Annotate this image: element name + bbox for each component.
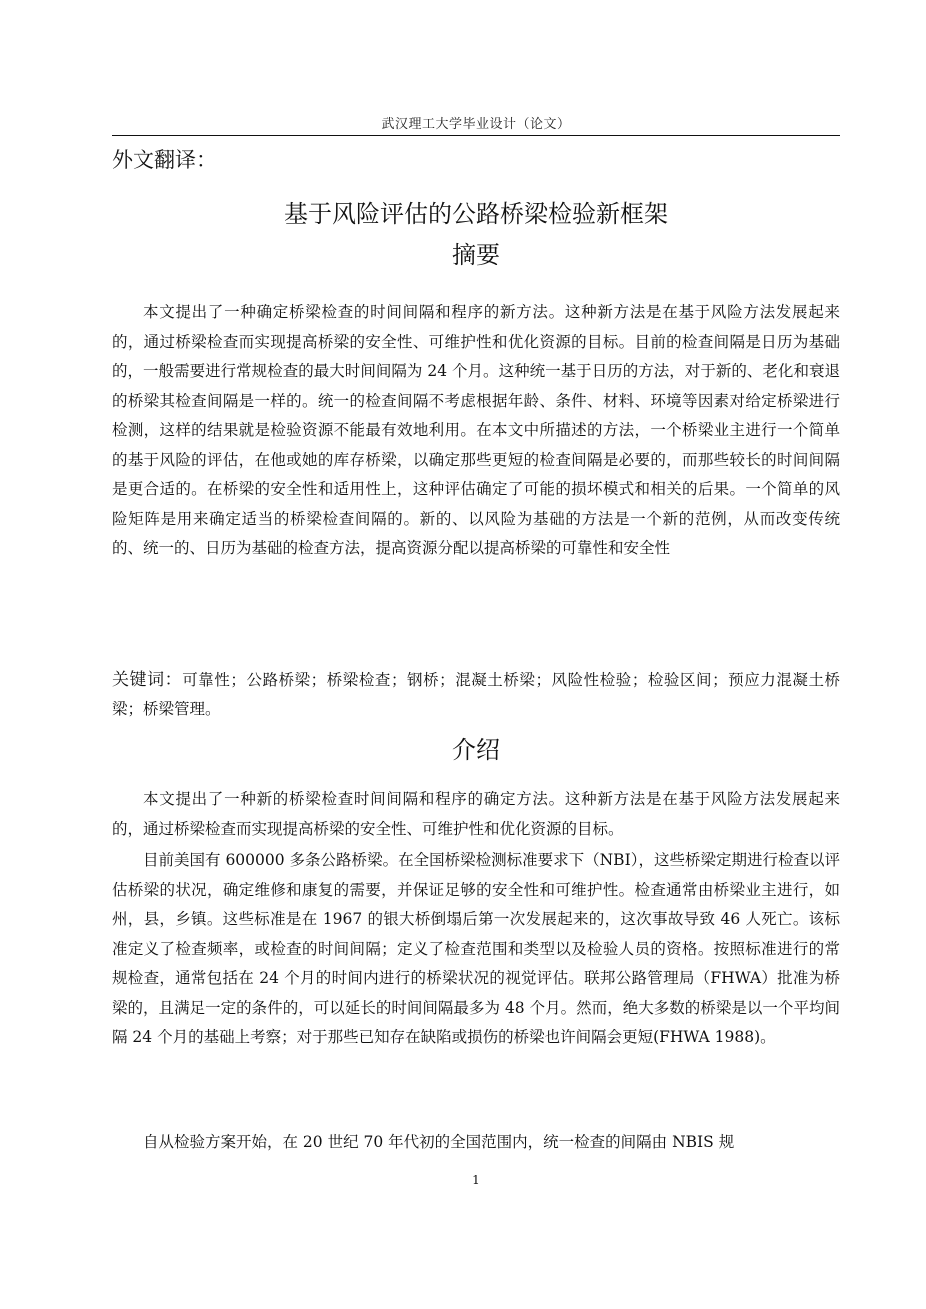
introduction-heading: 介绍 bbox=[452, 736, 500, 764]
introduction-paragraph-3: 自从检验方案开始，在 20 世纪 70 年代初的全国范围内，统一检查的间隔由 NBIS 规 bbox=[143, 1133, 735, 1151]
header-rule bbox=[112, 135, 840, 136]
paper-title: 基于风险评估的公路桥梁检验新框架 bbox=[284, 200, 668, 228]
introduction-paragraph-1: 本文提出了一种新的桥梁检查时间间隔和程序的确定方法。这种新方法是在基于风险方法发展起来的，通过桥梁检查而实现提高桥梁的安全性、可维护性和优化资源的目标。 bbox=[112, 790, 840, 838]
keywords-text: 可靠性；公路桥梁；桥梁检查；钢桥；混凝土桥梁；风险性检验；检验区间；预应力混凝土桥梁；桥梁管理。 bbox=[112, 671, 840, 718]
introduction-paragraph-2: 目前美国有 600000 多条公路桥梁。在全国桥梁检测标准要求下（NBI），这些桥梁定期进行检查以评估桥梁的状况，确定维修和康复的需要，并保证足够的安全性和可维护性。检查通常由桥梁业主进行，如州，县，乡镇。这些标准是在 1967 的银大桥倒塌后第一次发展起来的，这次事故导致 46 人死亡。该标准定义了检查频率，或检查的时间间隔；定义了检查范围和类型以及检验人员的资格。按照标准进行的常规检查，通常包括在 24 个月的时间内进行的桥梁状况的视觉评估。联邦公路管理局（FHWA）批准为桥梁的，且满足一定的条件的，可以延长的时间间隔最多为 48 个月。然而，绝大多数的桥梁是以一个平均间隔 24 个月的基础上考察；对于那些已知存在缺陷或损伤的桥梁也许间隔会更短(FHWA 1988)。 bbox=[112, 851, 840, 1046]
abstract-heading: 摘要 bbox=[452, 241, 500, 269]
keywords bbox=[112, 666, 840, 724]
section-label: 外文翻译： bbox=[112, 148, 217, 172]
running-header: 武汉理工大学毕业设计（论文） bbox=[381, 117, 571, 132]
keywords-label: 关键词： bbox=[112, 670, 183, 690]
page-number: 1 bbox=[472, 1173, 480, 1187]
abstract-paragraph: 本文提出了一种确定桥梁检查的时间间隔和程序的新方法。这种新方法是在基于风险方法发展起来的，通过桥梁检查而实现提高桥梁的安全性、可维护性和优化资源的目标。目前的检查间隔是日历为基础的，一般需要进行常规检查的最大时间间隔为 24 个月。这种统一基于日历的方法，对于新的、老化和衰退的桥梁其检查间隔是一样的。统一的检查间隔不考虑根据年龄、条件、材料、环境等因素对给定桥梁进行检测，这样的结果就是检验资源不能最有效地利用。在本文中所描述的方法，一个桥梁业主进行一个简单的基于风险的评估，在他或她的库存桥梁，以确定那些更短的检查间隔是必要的，而那些较长的时间间隔是更合适的。在桥梁的安全性和适用性上，这种评估确定了可能的损坏模式和相关的后果。一个简单的风险矩阵是用来确定适当的桥梁检查间隔的。新的、以风险为基础的方法是一个新的范例，从而改变传统的、统一的、日历为基础的检查方法，提高资源分配以提高桥梁的可靠性和安全性 bbox=[112, 303, 840, 557]
